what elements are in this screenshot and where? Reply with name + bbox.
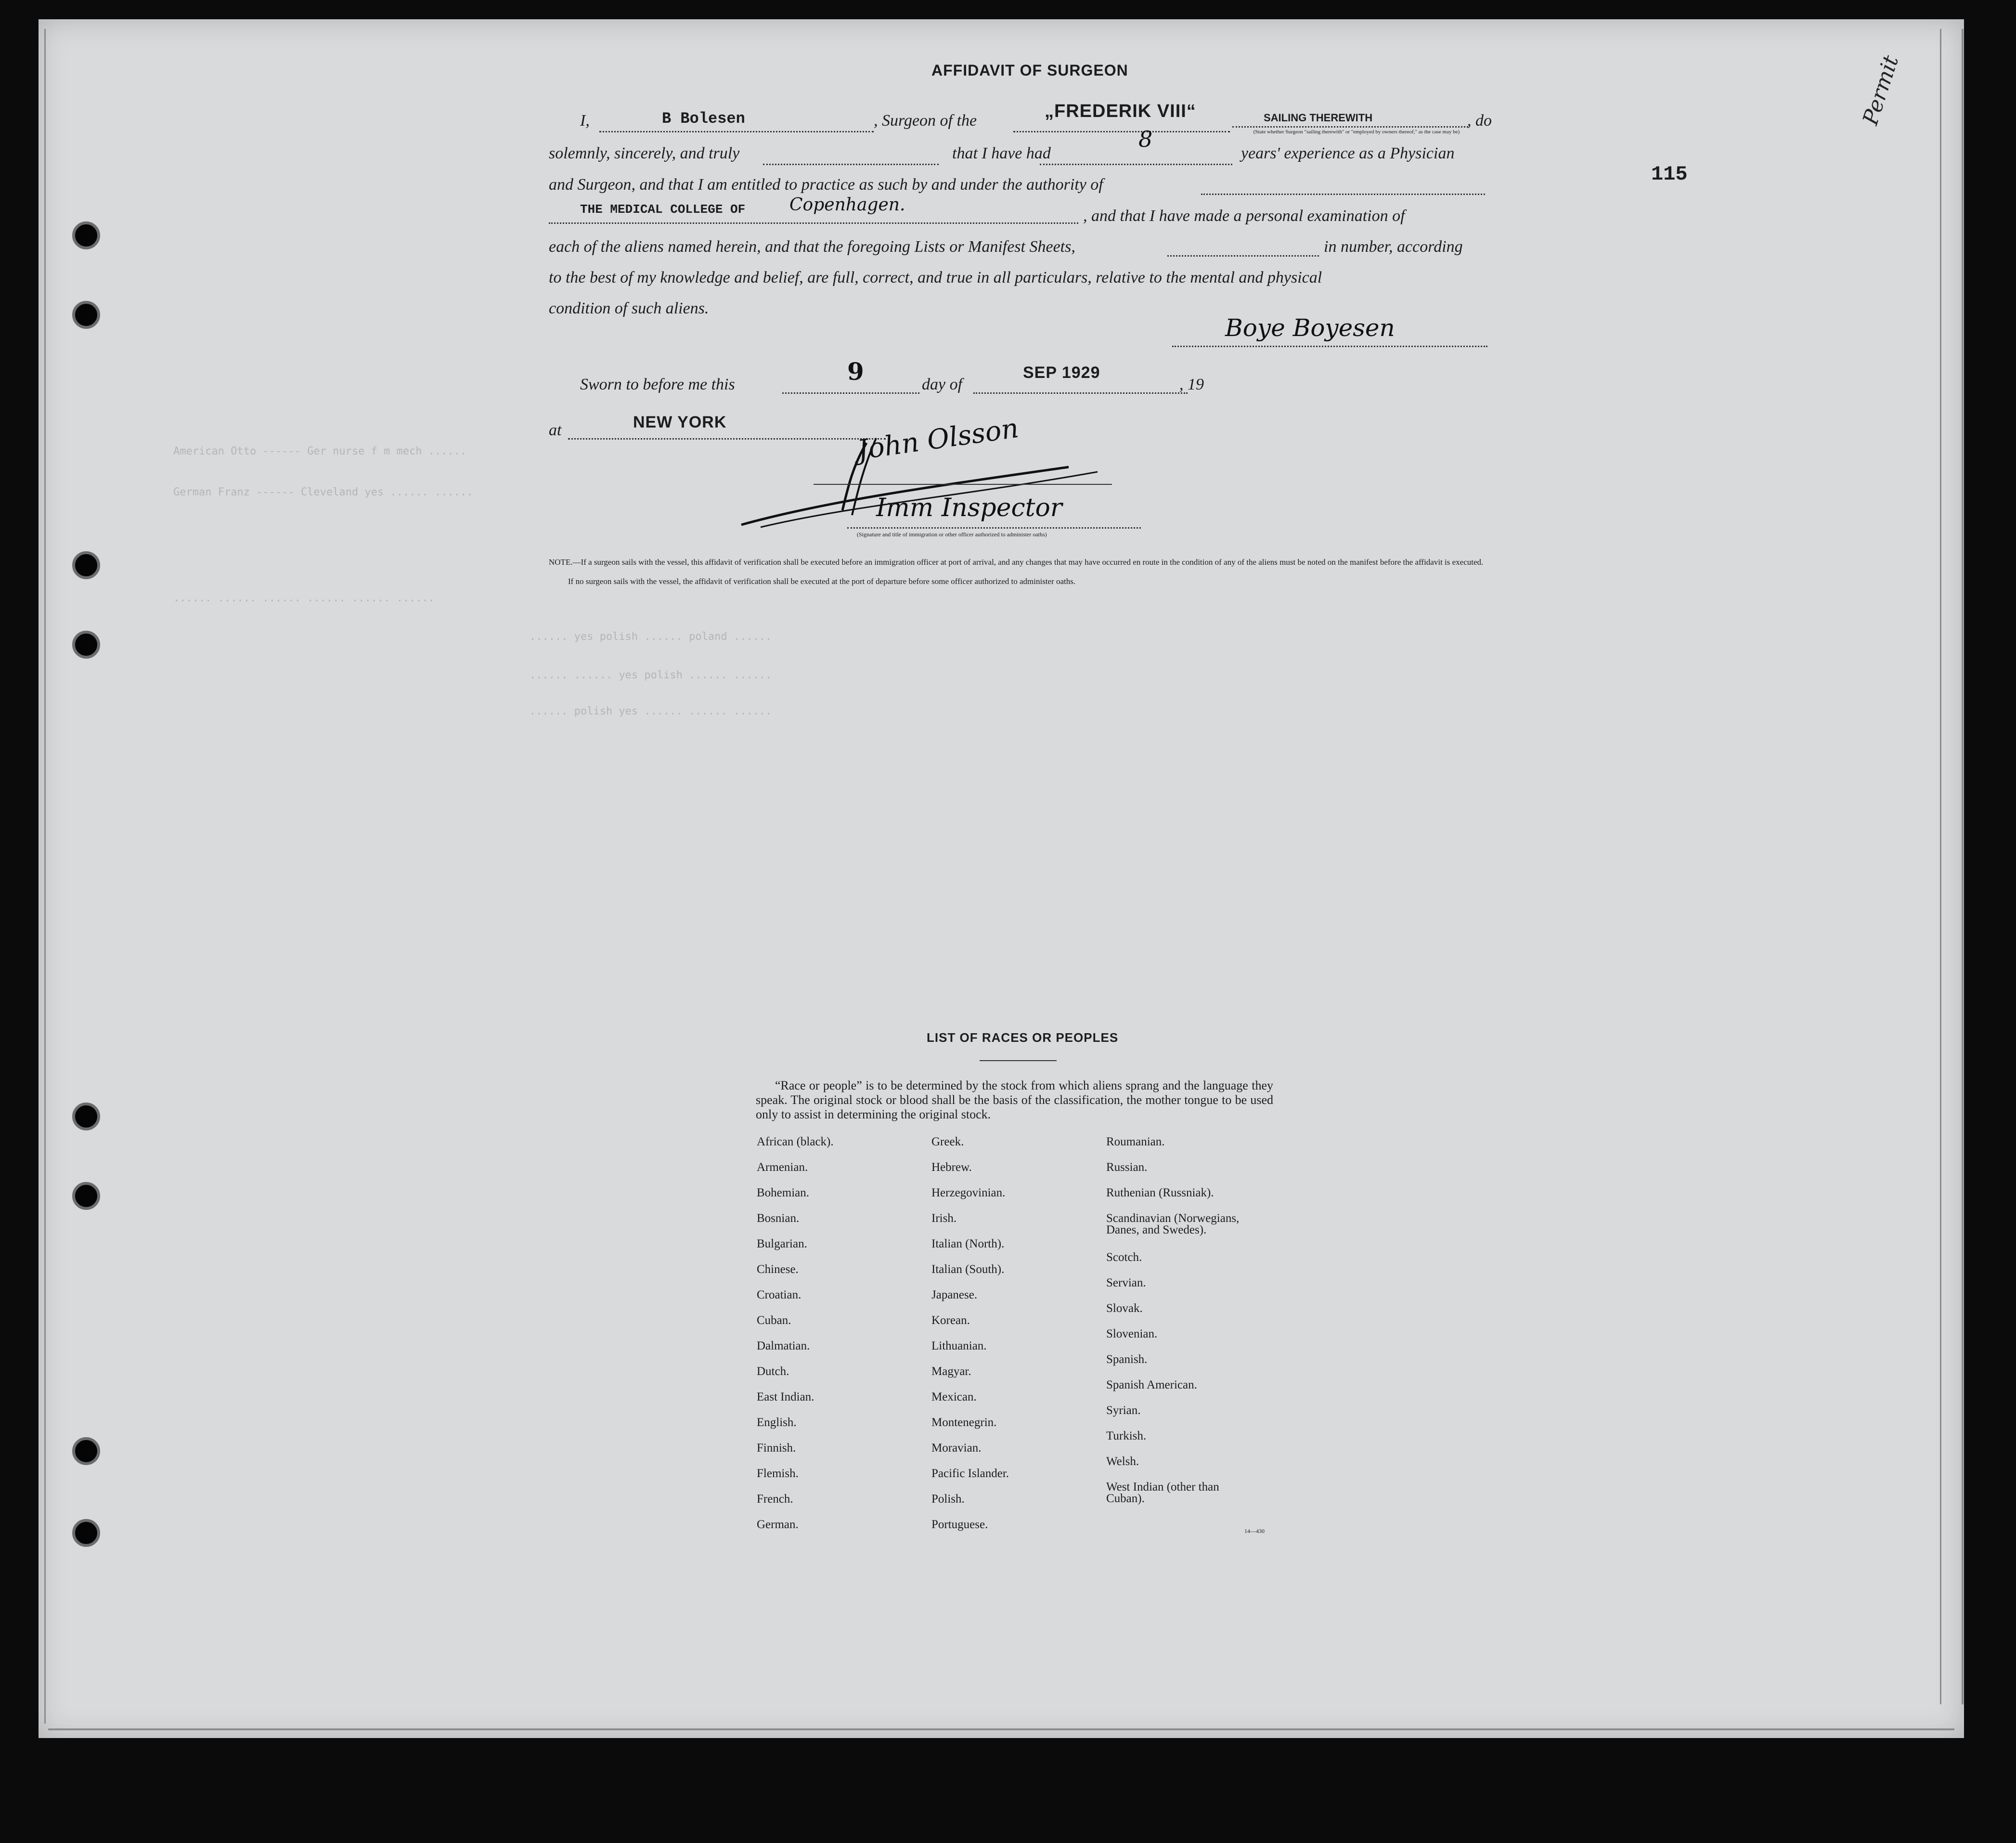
day-of-text: day of: [922, 376, 963, 393]
affidavit-note-1: NOTE.—If a surgeon sails with the vessel, this affidavit of verification shall be executed before an immigration officer at port of arrival, and any changes that may have occurred en route in the condition of any of the aliens must be noted on the manifest before the affidavit is executed.: [549, 558, 1484, 567]
affidavit-line2c: years' experience as a Physician: [1241, 144, 1455, 162]
race-item: West Indian (other than Cuban).: [1106, 1480, 1219, 1505]
race-item: Turkish.: [1106, 1429, 1147, 1442]
punch-hole: [72, 1182, 100, 1210]
page-number: 115: [1651, 163, 1688, 186]
race-item: Roumanian.: [1106, 1135, 1165, 1148]
sheets-count-line: [1167, 255, 1319, 257]
surgeon-signature-line: [1172, 346, 1487, 347]
right-page-edge-inner: [1940, 29, 1941, 1704]
sworn-month-stamp: SEP 1929: [1023, 363, 1100, 382]
punch-hole: [72, 1519, 100, 1547]
affidavit-line5a: each of the aliens named herein, and that the foregoing Lists or Manifest Sheets,: [549, 238, 1075, 256]
race-item: Servian.: [1106, 1276, 1146, 1289]
races-title-rule: [980, 1060, 1057, 1061]
race-item: Herzegovinian.: [931, 1186, 1006, 1199]
bleed-through-text: American Otto ------ Ger nurse f m mech ......: [173, 445, 467, 457]
race-item: Scandinavian (Norwegians, Danes, and Swedes).: [1106, 1212, 1240, 1236]
race-item: Portuguese.: [931, 1518, 988, 1531]
race-item: Bosnian.: [757, 1212, 800, 1225]
surgeon-signature: Boye Boyesen: [1225, 314, 1395, 342]
punch-hole: [72, 631, 100, 659]
sworn-day: 9: [847, 357, 864, 386]
race-item: Greek.: [931, 1135, 964, 1148]
sworn-month-line: [973, 392, 1188, 394]
punch-hole: [72, 1437, 100, 1465]
affidavit-note-2: If no surgeon sails with the vessel, the affidavit of verification shall be executed at the port of departure before some officer authorized to administer oaths.: [568, 577, 1076, 586]
race-item: Ruthenian (Russniak).: [1106, 1186, 1214, 1199]
race-item: Mexican.: [931, 1390, 977, 1403]
race-item: Moravian.: [931, 1441, 982, 1454]
race-item: Syrian.: [1106, 1404, 1141, 1417]
officer-title-handwritten: Imm Inspector: [876, 493, 1062, 522]
affidavit-line5b: in number, according: [1324, 238, 1463, 256]
authority-handwritten: Copenhagen.: [789, 195, 905, 215]
bleed-through-text: ...... polish yes ...... ...... ......: [530, 705, 772, 717]
races-intro: “Race or people” is to be determined by the stock from which aliens sprang and the language they speak. The original stock or blood shall be the basis of the classification, the mother tongue to be used only to assist in determining the original stock.: [756, 1078, 1273, 1121]
affidavit-line7: condition of such aliens.: [549, 299, 709, 317]
race-item: Bohemian.: [757, 1186, 810, 1199]
race-item: Italian (South).: [931, 1263, 1005, 1276]
race-item: Korean.: [931, 1314, 970, 1327]
ship-name: „FREDERIK VIII“: [1045, 101, 1196, 121]
sailing-status: SAILING THEREWITH: [1264, 112, 1373, 124]
year-prefix: , 19: [1179, 376, 1204, 393]
officer-title-line: [847, 527, 1141, 529]
authority-typed: THE MEDICAL COLLEGE OF: [580, 202, 746, 217]
years-of-experience: 8: [1138, 126, 1153, 152]
corner-handwritten-note: Permit: [1858, 52, 1904, 128]
race-item: Flemish.: [757, 1467, 799, 1480]
race-item: German.: [757, 1518, 799, 1531]
race-item: Polish.: [931, 1493, 965, 1506]
place-stamp: NEW YORK: [633, 413, 727, 431]
form-number: 14—430: [1244, 1528, 1265, 1534]
race-item: Japanese.: [931, 1288, 978, 1301]
race-item: Irish.: [931, 1212, 957, 1225]
punch-hole: [72, 551, 100, 579]
race-item: French.: [757, 1493, 793, 1506]
bottom-page-edge: [48, 1728, 1954, 1730]
affidavit-line4-end: , and that I have made a personal examination of: [1083, 207, 1405, 225]
bleed-through-text: German Franz ------ Cleveland yes ...... ......: [173, 486, 473, 498]
officer-caption: (Signature and title of immigration or other officer authorized to administer oaths): [857, 531, 1047, 538]
race-item: Russian.: [1106, 1161, 1148, 1174]
race-item: Pacific Islander.: [931, 1467, 1009, 1480]
race-item: Welsh.: [1106, 1455, 1139, 1468]
race-item: Cuban.: [757, 1314, 791, 1327]
left-page-edge: [44, 29, 46, 1724]
sailing-status-line: [1232, 126, 1468, 128]
sailing-status-note: (State whether Surgeon "sailing therewith" or "employed by owners thereof," as the case may be): [1253, 129, 1460, 135]
race-item: Hebrew.: [931, 1161, 972, 1174]
bleed-through-text: ...... yes polish ...... poland ......: [530, 631, 772, 643]
affidavit-line2a: solemnly, sincerely, and truly: [549, 144, 740, 162]
race-item: Magyar.: [931, 1365, 971, 1378]
sworn-text: Sworn to before me this: [580, 376, 735, 393]
race-item: Lithuanian.: [931, 1339, 987, 1352]
race-item: Croatian.: [757, 1288, 801, 1301]
race-item: Dalmatian.: [757, 1339, 810, 1352]
race-item: Scotch.: [1106, 1251, 1142, 1264]
authority-line-a: [1201, 194, 1485, 195]
ship-name-line: [1013, 131, 1230, 132]
right-page-edge: [1962, 29, 1964, 1704]
race-item: Slovenian.: [1106, 1327, 1158, 1340]
affidavit-i: I,: [580, 112, 590, 130]
race-item: African (black).: [757, 1135, 834, 1148]
bleed-through-text: ...... ...... yes polish ...... ......: [530, 669, 772, 681]
punch-hole: [72, 221, 100, 249]
race-item: English.: [757, 1416, 797, 1429]
race-item: Dutch.: [757, 1365, 789, 1378]
race-item: East Indian.: [757, 1390, 814, 1403]
race-item: Slovak.: [1106, 1302, 1143, 1315]
years-line: [1040, 164, 1232, 165]
race-item: Spanish.: [1106, 1353, 1148, 1366]
surgeon-name-line: [599, 131, 874, 132]
officer-signature-line: [814, 484, 1112, 485]
at-text: at: [549, 421, 562, 439]
surgeon-of-the-text: , Surgeon of the: [874, 112, 977, 130]
swear-line: [763, 164, 939, 165]
surgeon-name: B Bolesen: [662, 110, 745, 128]
race-item: Armenian.: [757, 1161, 808, 1174]
affidavit-do: , do: [1467, 112, 1492, 130]
authority-line-b: [549, 222, 1078, 224]
race-item: Italian (North).: [931, 1237, 1005, 1250]
race-item: Spanish American.: [1106, 1378, 1197, 1391]
race-item: Bulgarian.: [757, 1237, 807, 1250]
race-item: Chinese.: [757, 1263, 799, 1276]
races-title: LIST OF RACES OR PEOPLES: [927, 1030, 1119, 1045]
bleed-through-text: ...... ...... ...... ...... ...... ......: [173, 592, 435, 604]
punch-hole: [72, 1103, 100, 1130]
race-item: Finnish.: [757, 1441, 796, 1454]
punch-hole: [72, 301, 100, 329]
affidavit-line2b: that I have had: [952, 144, 1051, 162]
affidavit-line6: to the best of my knowledge and belief, are full, correct, and true in all particulars, relative to the mental and physical: [549, 269, 1322, 286]
sworn-day-line: [782, 392, 919, 394]
officer-signature: John Olsson: [855, 412, 1021, 467]
race-item: Montenegrin.: [931, 1416, 997, 1429]
affidavit-title: AFFIDAVIT OF SURGEON: [931, 62, 1128, 79]
affidavit-line3: and Surgeon, and that I am entitled to practice as such by and under the authority of: [549, 176, 1103, 194]
